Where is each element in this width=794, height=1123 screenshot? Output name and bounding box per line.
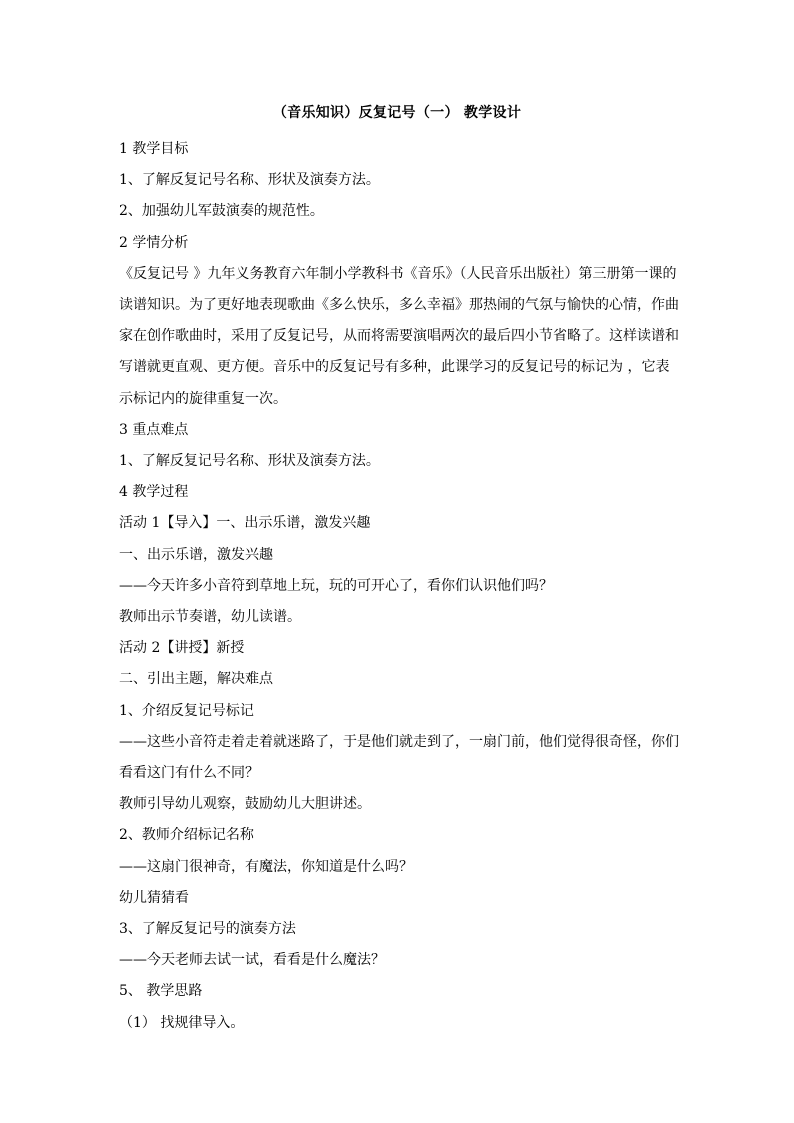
paragraph: 二、引出主题，解决难点: [119, 671, 273, 688]
section-heading-objectives: 1 教学目标: [119, 141, 189, 157]
paragraph: 一、出示乐谱，激发兴趣: [119, 546, 273, 563]
section-heading-process: 4 教学过程: [119, 484, 189, 501]
paragraph: ——今天老师去试一试，看看是什么魔法？: [119, 952, 385, 969]
activity-heading: 活动 1【导入】一、出示乐谱，激发兴趣: [119, 515, 371, 532]
paragraph: 2、教师介绍标记名称: [119, 827, 254, 844]
paragraph: ——这些小音符走着走着就迷路了，于是他们就走到了，一扇门前，他们觉得很奇怪，你们看看这门有什么不同？: [119, 733, 679, 782]
paragraph: ——今天许多小音符到草地上玩，玩的可开心了，看你们认识他们吗？: [119, 577, 553, 594]
document-title: （音乐知识）反复记号（一） 教学设计: [272, 105, 522, 121]
paragraph: （1） 找规律导入。: [119, 1014, 245, 1031]
paragraph: 教师引导幼儿观察，鼓励幼儿大胆讲述。: [119, 796, 371, 813]
paragraph: 1、了解反复记号名称、形状及演奏方法。: [119, 453, 380, 470]
section-heading-analysis: 2 学情分析: [119, 234, 189, 251]
paragraph: ——这扇门很神奇，有魔法，你知道是什么吗？: [119, 858, 413, 875]
activity-heading: 活动 2【讲授】新授: [119, 640, 245, 657]
document-body: [119, 134, 679, 1039]
paragraph: 2、加强幼儿军鼓演奏的规范性。: [119, 203, 324, 220]
paragraph: 幼儿猜猜看: [119, 889, 189, 906]
paragraph: 教师出示节奏谱，幼儿读谱。: [119, 609, 301, 626]
paragraph: 1、了解反复记号名称、形状及演奏方法。: [119, 172, 380, 189]
paragraph: 3、了解反复记号的演奏方法: [119, 921, 296, 938]
section-heading-key-points: 3 重点难点: [119, 421, 189, 438]
section-heading-approach: 5、 教学思路: [119, 983, 203, 1000]
paragraph-analysis: 《反复记号 》九年义务教育六年制小学教科书《音乐》（人民音乐出版社）第三册第一课的读谱知识。为了更好地表现歌曲《多么快乐，多么幸福》那热闹的气氛与愉快的心情，作曲家在创作歌曲时，采用了反复记号，从而将需要演唱两次的最后四小节省略了。这样读谱和写谱就更直观、更方便。音乐中的反复记号有多种，此课学习的反复记号的标记为 ，它表示标记内的旋律重复一次。: [119, 265, 679, 407]
paragraph: 1、介绍反复记号标记: [119, 702, 254, 719]
